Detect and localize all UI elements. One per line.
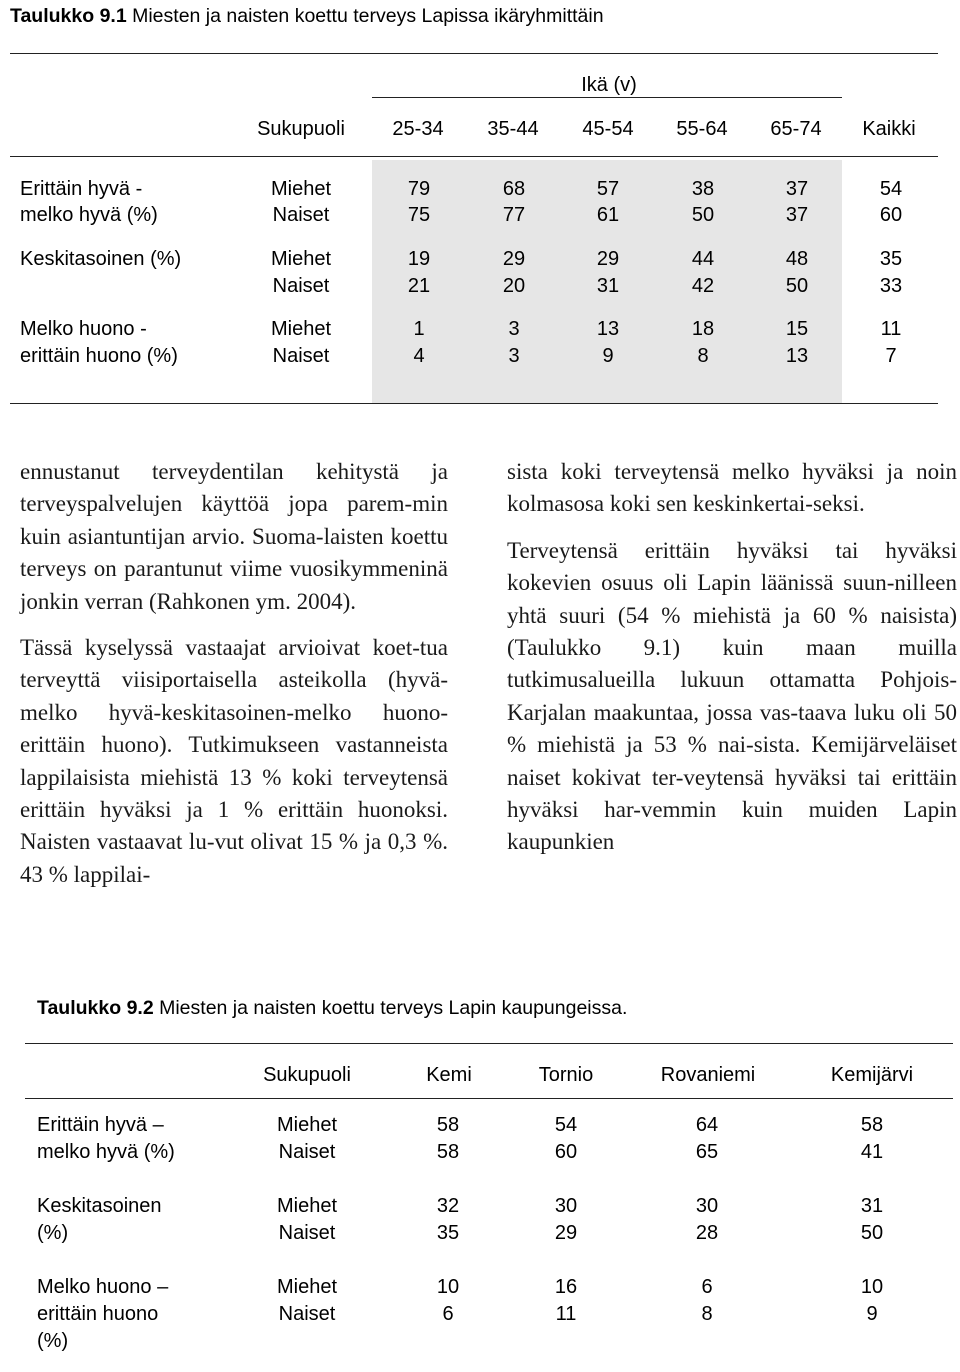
table1-value-cell: 18	[691, 318, 715, 340]
table2-value-cell: 30	[554, 1195, 578, 1217]
table2-value-cell: 10	[436, 1276, 460, 1298]
table1-sex-cell: Miehet	[270, 248, 332, 270]
table2-value-cell: 30	[695, 1195, 719, 1217]
table1-group-rule	[372, 97, 842, 98]
body-paragraph: Tässä kyselyssä vastaajat arvioivat koet-tua terveyttä viisiportaisella asteikolla (hyvä-melko hyvä-keskitasoinen-melko huono-erittäin huono). Tutkimukseen vastanneista lappilaisista miehistä 13 % koki terveytensä erittäin hyväksi ja 1 % erittäin huonoksi. Naisten vastaavat lu-vut olivat 15 % ja 0,3 %. 43 % lappilai-	[20, 635, 448, 887]
table1-value-cell: 44	[691, 248, 715, 270]
table2-header-rule	[25, 1098, 953, 1099]
table1-value-cell: 42	[691, 275, 715, 297]
table1-value-cell: 61	[596, 204, 620, 226]
table1-value-cell: 13	[785, 345, 809, 367]
table1-header-total: Kaikki	[862, 118, 916, 140]
body-paragraph: ennustanut terveydentilan kehitystä ja terveyspalvelujen käyttöä jopa parem-min kuin asiantuntijan arvio. Suoma-laisten koettu terveys on parantunut viime vuosikymmeninä jonkin verran (Rahkonen ym. 2004).	[20, 459, 448, 614]
table1-header-age: 45-54	[582, 118, 634, 140]
table1-row-label: Melko huono -	[20, 318, 147, 340]
table1-header-age: 25-34	[392, 118, 444, 140]
table1-group-header: Ikä (v)	[581, 74, 637, 96]
table2-value-cell: 8	[701, 1303, 713, 1325]
table2-value-cell: 10	[860, 1276, 884, 1298]
table1-caption-text: Miesten ja naisten koettu terveys Lapissa ikäryhmittäin	[126, 5, 604, 27]
table1-value-cell: 57	[596, 178, 620, 200]
table2-value-cell: 58	[860, 1114, 884, 1136]
table1-value-cell: 77	[502, 204, 526, 226]
table1-value-cell: 13	[596, 318, 620, 340]
table2-value-cell: 58	[436, 1141, 460, 1163]
body-text-right-column	[507, 456, 957, 859]
table1-value-cell: 15	[785, 318, 809, 340]
table1-caption	[10, 3, 604, 30]
table1-value-cell: 3	[508, 318, 520, 340]
table1-header-age: 35-44	[487, 118, 539, 140]
table1-row-label: Erittäin hyvä -	[20, 178, 143, 200]
body-text-left-column	[20, 456, 448, 891]
table2-header-sex: Sukupuoli	[263, 1064, 351, 1086]
table2-value-cell: 6	[442, 1303, 454, 1325]
table1-value-cell: 33	[879, 275, 903, 297]
table2-value-cell: 54	[554, 1114, 578, 1136]
table2-header-city: Tornio	[538, 1064, 594, 1086]
table1-value-cell: 7	[885, 345, 897, 367]
table2-row-label: erittäin huono	[37, 1303, 159, 1325]
table1-header-rule	[10, 156, 938, 157]
table2-value-cell: 29	[554, 1222, 578, 1244]
table2-value-cell: 50	[860, 1222, 884, 1244]
table1-value-cell: 29	[502, 248, 526, 270]
table1-value-cell: 29	[596, 248, 620, 270]
table2-value-cell: 31	[860, 1195, 884, 1217]
table1-value-cell: 54	[879, 178, 903, 200]
table1-value-cell: 11	[880, 318, 902, 340]
table2-sex-cell: Miehet	[276, 1114, 338, 1136]
table1-value-cell: 20	[502, 275, 526, 297]
table1-value-cell: 8	[697, 345, 709, 367]
table1-value-cell: 3	[508, 345, 520, 367]
table2-row-label: Erittäin hyvä –	[37, 1114, 164, 1136]
table1-header-age: 65-74	[770, 118, 822, 140]
table1-caption-number: Taulukko 9.1	[10, 5, 127, 27]
table2-value-cell: 65	[695, 1141, 719, 1163]
table1-value-cell: 38	[691, 178, 715, 200]
table2-value-cell: 41	[860, 1141, 884, 1163]
table1-value-cell: 35	[879, 248, 903, 270]
table2-caption-number: Taulukko 9.2	[37, 997, 154, 1019]
table1-sex-cell: Naiset	[272, 275, 330, 297]
table2-row-label: (%)	[37, 1330, 69, 1352]
table1-value-cell: 68	[502, 178, 526, 200]
table1-value-cell: 9	[602, 345, 614, 367]
table2-value-cell: 11	[555, 1303, 577, 1325]
table1-value-cell: 60	[879, 204, 903, 226]
table1-header-sex: Sukupuoli	[257, 118, 345, 140]
table2-value-cell: 35	[436, 1222, 460, 1244]
table1-value-cell: 1	[413, 318, 425, 340]
table2-value-cell: 64	[695, 1114, 719, 1136]
table1-value-cell: 37	[785, 204, 809, 226]
table2-value-cell: 6	[701, 1276, 713, 1298]
table1-value-cell: 21	[407, 275, 431, 297]
table2-caption	[37, 995, 627, 1022]
table1-value-cell: 4	[413, 345, 425, 367]
table2-sex-cell: Naiset	[278, 1303, 336, 1325]
table1-row-label: erittäin huono (%)	[20, 345, 178, 367]
table2-value-cell: 32	[436, 1195, 460, 1217]
table2-value-cell: 16	[554, 1276, 578, 1298]
table2-value-cell: 60	[554, 1141, 578, 1163]
table2-sex-cell: Miehet	[276, 1276, 338, 1298]
table1-value-cell: 79	[407, 178, 431, 200]
table2-sex-cell: Naiset	[278, 1222, 336, 1244]
table1-value-cell: 50	[691, 204, 715, 226]
body-paragraph: sista koki terveytensä melko hyväksi ja noin kolmasosa koki sen keskinkertai-seksi.	[507, 459, 957, 517]
table2-row-label: Keskitasoinen	[37, 1195, 162, 1217]
table1-row-label: Keskitasoinen (%)	[20, 248, 182, 270]
table2-value-cell: 58	[436, 1114, 460, 1136]
table2-sex-cell: Miehet	[276, 1195, 338, 1217]
body-paragraph: Terveytensä erittäin hyväksi tai hyväksi kokevien osuus oli Lapin läänissä suun-nilleen yhtä suuri (54 % miehistä ja 60 % naisista) (Taulukko 9.1) kuin maan muilla tutkimusalueilla lukuun ottamatta Pohjois-Karjalan maakuntaa, jossa vas-taava luku oli 50 % miehistä ja 53 % nai-sista. Kemijärveläiset naiset kokivat ter-veytensä hyväksi tai erittäin hyväksi har-vemmin kuin muiden Lapin kaupunkien	[507, 537, 957, 855]
table1-sex-cell: Naiset	[272, 345, 330, 367]
table2-row-label: Melko huono –	[37, 1276, 169, 1298]
table2-header-city: Kemi	[426, 1064, 472, 1086]
table1-sex-cell: Naiset	[272, 204, 330, 226]
table2-value-cell: 9	[866, 1303, 878, 1325]
table2-value-cell: 28	[695, 1222, 719, 1244]
table2-caption-text: Miesten ja naisten koettu terveys Lapin kaupungeissa.	[153, 997, 628, 1019]
table1-value-cell: 19	[407, 248, 431, 270]
table1-header-age: 55-64	[676, 118, 728, 140]
table1-value-cell: 48	[785, 248, 809, 270]
table2-row-label: melko hyvä (%)	[37, 1141, 175, 1163]
table1-top-rule	[10, 53, 938, 54]
table2-header-city: Kemijärvi	[830, 1064, 914, 1086]
table2-row-label: (%)	[37, 1222, 69, 1244]
table2-sex-cell: Naiset	[278, 1141, 336, 1163]
table1-bottom-rule	[10, 403, 938, 404]
table1-value-cell: 50	[785, 275, 809, 297]
table1-value-cell: 75	[407, 204, 431, 226]
table1-value-cell: 31	[596, 275, 620, 297]
table1-value-cell: 37	[785, 178, 809, 200]
table1-row-label: melko hyvä (%)	[20, 204, 158, 226]
table1-sex-cell: Miehet	[270, 318, 332, 340]
table2-header-city: Rovaniemi	[660, 1064, 756, 1086]
table2-top-rule	[25, 1043, 953, 1044]
table1-sex-cell: Miehet	[270, 178, 332, 200]
